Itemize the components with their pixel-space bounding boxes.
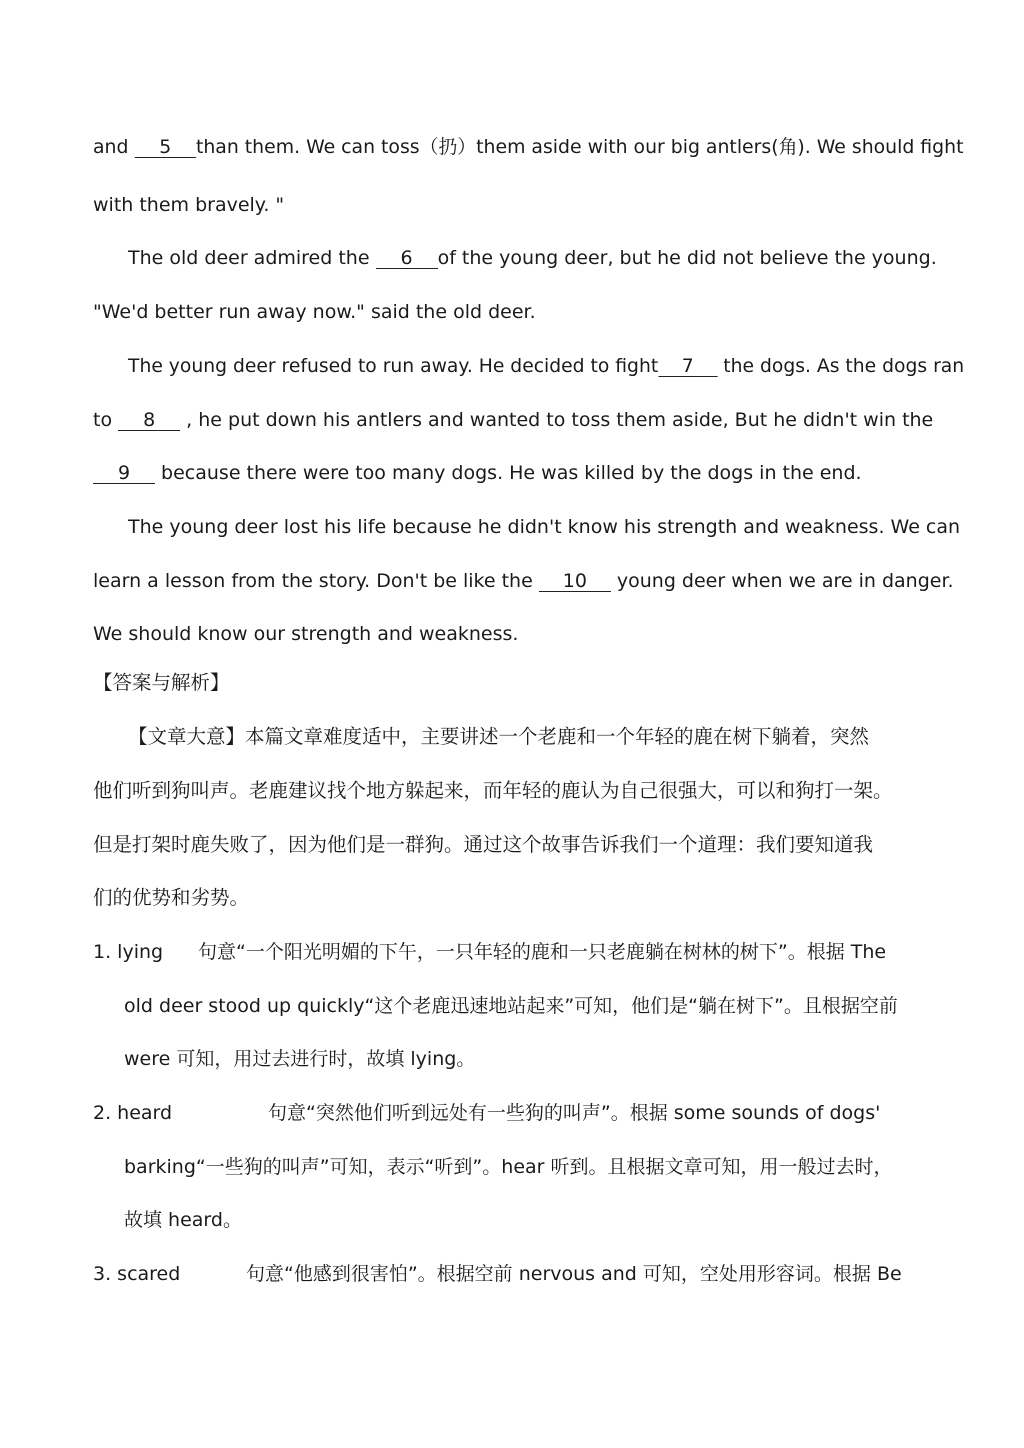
- passage-line: [93, 408, 933, 432]
- text: and: [93, 136, 135, 158]
- answer-heading: 【答案与解析】: [93, 671, 230, 694]
- text: to: [93, 409, 119, 431]
- answer-item-line: 句意“他感到很害怕”。根据空前 nervous and 可知，空处用形容词。根据 Be: [246, 1263, 902, 1285]
- answer-item-line: barking“一些狗的叫声”可知，表示“听到”。hear 听到。且根据文章可知，用一般过去时，: [124, 1156, 893, 1178]
- text: , he put down his antlers and wanted to toss them aside, But he didn't win the: [180, 409, 934, 431]
- answer-item-line: were 可知，用过去进行时，故填 lying。: [124, 1048, 476, 1070]
- text: learn a lesson from the story. Don't be like the: [93, 570, 539, 592]
- summary-line: 但是打架时鹿失败了，因为他们是一群狗。通过这个故事告诉我们一个道理：我们要知道我: [93, 833, 874, 856]
- blank-10[interactable]: 10: [539, 571, 611, 592]
- answer-item-line: old deer stood up quickly“这个老鹿迅速地站起来”可知，他们是“躺在树下”。且根据空前: [124, 995, 898, 1017]
- text: The old deer admired the: [128, 247, 376, 269]
- passage-line: We should know our strength and weakness.: [93, 623, 519, 645]
- blank-5[interactable]: 5: [134, 137, 196, 158]
- summary-line: 【文章大意】本篇文章难度适中，主要讲述一个老鹿和一个年轻的鹿在树下躺着，突然: [128, 725, 870, 748]
- passage-line: [128, 354, 964, 378]
- text: than them. We can toss（扔）them aside with our big antlers(角). We should fight: [195, 136, 964, 158]
- text: the dogs. As the dogs ran: [717, 355, 965, 377]
- summary-line: 他们听到狗叫声。老鹿建议找个地方躲起来，而年轻的鹿认为自己很强大，可以和狗打一架。: [93, 779, 893, 802]
- answer-item-number: 3. scared: [93, 1263, 181, 1285]
- answer-item-line: 故填 heard。: [124, 1209, 242, 1231]
- passage-line: "We'd better run away now." said the old deer.: [93, 301, 536, 323]
- text: because there were too many dogs. He was killed by the dogs in the end.: [155, 462, 862, 484]
- passage-line: [93, 461, 862, 485]
- passage-line: [93, 135, 963, 159]
- text: young deer when we are in danger.: [610, 570, 954, 592]
- passage-line: The young deer lost his life because he didn't know his strength and weakness. We can: [128, 516, 961, 538]
- blank-6[interactable]: 6: [376, 248, 438, 269]
- answer-item-number: 2. heard: [93, 1102, 173, 1124]
- blank-8[interactable]: 8: [118, 410, 180, 431]
- passage-line: [128, 246, 937, 270]
- text: The young deer refused to run away. He decided to fight: [128, 355, 659, 377]
- summary-line: 们的优势和劣势。: [93, 886, 250, 909]
- text: of the young deer, but he did not believe the young.: [437, 247, 937, 269]
- passage-line: with them bravely. ": [93, 194, 285, 216]
- answer-item-line: 句意“突然他们听到远处有一些狗的叫声”。根据 some sounds of dogs': [268, 1102, 881, 1124]
- answer-item-number: 1. lying: [93, 941, 164, 963]
- answer-item-line: 句意“一个阳光明媚的下午，一只年轻的鹿和一只老鹿躺在树林的树下”。根据 The: [198, 941, 887, 963]
- passage-line: [93, 569, 954, 593]
- blank-9[interactable]: 9: [93, 463, 155, 484]
- blank-7[interactable]: 7: [658, 356, 717, 377]
